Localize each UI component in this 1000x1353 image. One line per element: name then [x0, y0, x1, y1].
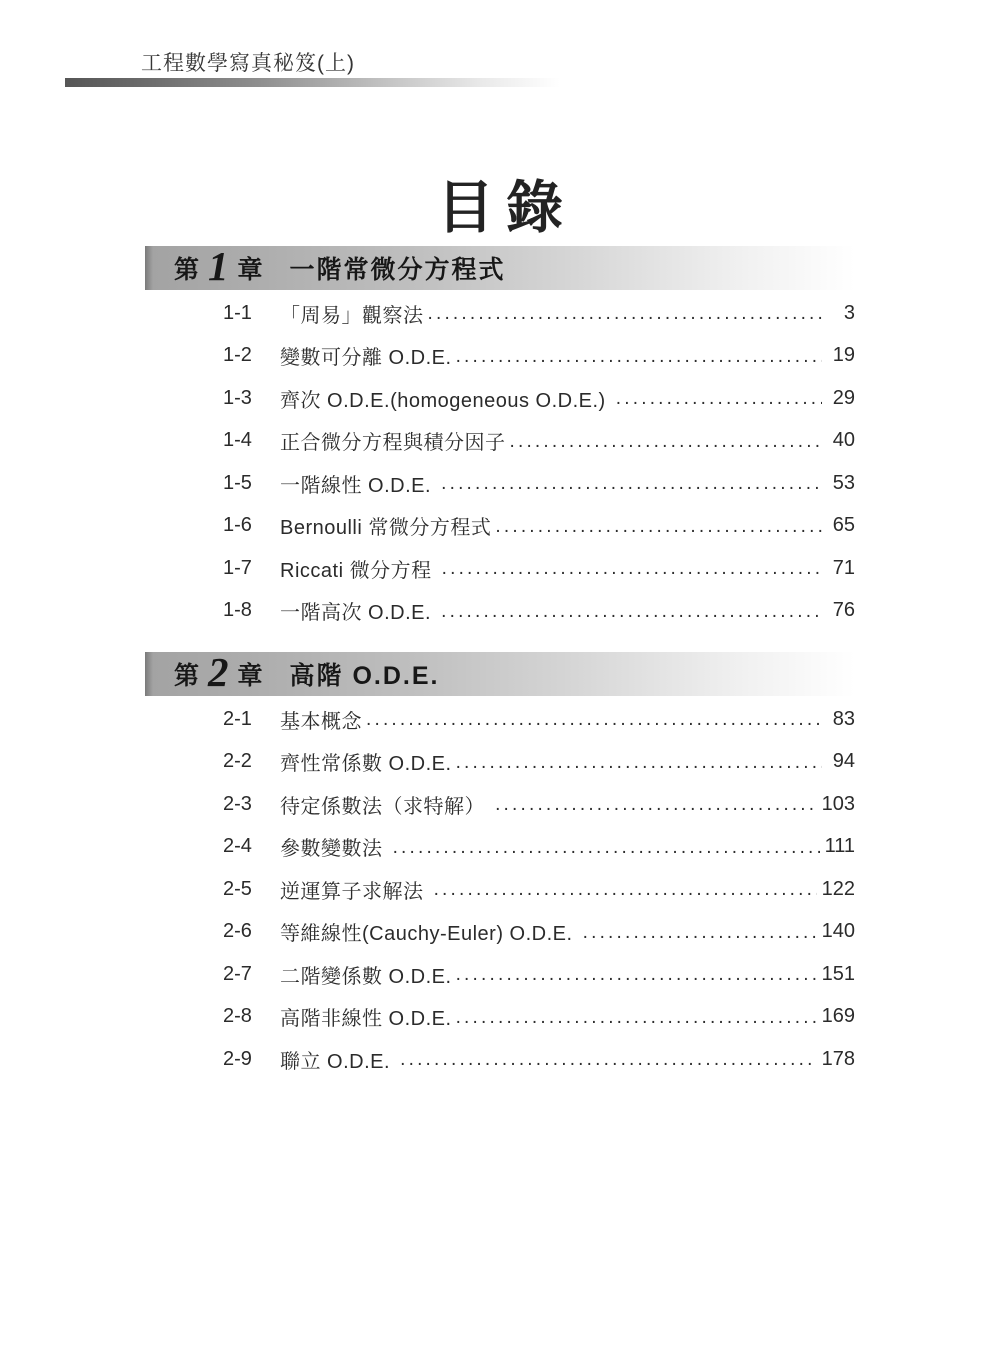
section-page-number: 169	[821, 1005, 855, 1028]
section-number: 1-2	[223, 344, 252, 367]
header-gradient-rule	[65, 78, 560, 87]
chapter-header-bar	[145, 242, 855, 290]
toc-entry	[223, 826, 855, 869]
dot-leader	[495, 516, 822, 538]
chapter-label-prefix: 第	[174, 256, 200, 284]
dot-leader	[456, 1007, 817, 1029]
section-page-number: 19	[832, 344, 855, 367]
toc-entry	[223, 996, 855, 1039]
toc-entry	[223, 377, 855, 420]
section-title: 基本概念	[280, 710, 362, 733]
chapter-label-prefix: 第	[174, 662, 200, 690]
dot-leader	[428, 303, 823, 325]
chapter-header-bar	[145, 648, 855, 696]
section-page-number: 83	[832, 707, 855, 730]
dot-leader	[393, 837, 820, 859]
section-number: 1-7	[223, 556, 252, 579]
section-title: 參數變數法	[280, 838, 389, 861]
toc-entry	[223, 547, 855, 590]
section-page-number: 76	[832, 599, 855, 622]
toc-entry	[223, 462, 855, 505]
section-page-number: 151	[821, 962, 855, 985]
section-title: 齊次 O.D.E.(homogeneous O.D.E.)	[280, 389, 612, 412]
dot-leader	[442, 558, 822, 580]
toc-entry	[223, 953, 855, 996]
chapter-number: 1	[208, 242, 229, 289]
toc-entry	[223, 911, 855, 954]
section-number: 2-3	[223, 792, 252, 815]
section-title: 一階線性 O.D.E.	[280, 474, 438, 497]
chapter-title: 一階常微分方程式	[289, 256, 506, 284]
dot-leader	[400, 1049, 817, 1071]
section-page-number: 65	[832, 514, 855, 537]
dot-leader	[583, 922, 817, 944]
section-title: 聯立 O.D.E.	[280, 1050, 397, 1073]
toc-entry	[223, 868, 855, 911]
section-page-number: 103	[821, 792, 855, 815]
dot-leader	[441, 601, 822, 623]
dot-leader	[456, 752, 822, 774]
section-number: 2-6	[223, 920, 252, 943]
toc-entry	[223, 1038, 855, 1081]
chapter-title: 高階 O.D.E.	[289, 662, 440, 690]
table-of-contents	[145, 242, 855, 1081]
toc-entry	[223, 741, 855, 784]
section-page-number: 178	[821, 1047, 855, 1070]
section-page-number: 71	[832, 556, 855, 579]
section-title: 正合微分方程與積分因子	[280, 432, 506, 455]
toc-entry	[223, 505, 855, 548]
section-number: 1-4	[223, 429, 252, 452]
section-title: 二階變係數 O.D.E.	[280, 965, 452, 988]
toc-entry	[223, 698, 855, 741]
toc-entry	[223, 420, 855, 463]
section-number: 2-1	[223, 707, 252, 730]
page-title: 目錄	[437, 177, 575, 241]
toc-entry	[223, 783, 855, 826]
section-number: 1-5	[223, 471, 252, 494]
dot-leader	[366, 709, 822, 731]
chapter-section-list	[145, 292, 855, 632]
chapter-section-list	[145, 698, 855, 1081]
section-page-number: 140	[821, 920, 855, 943]
section-page-number: 40	[832, 429, 855, 452]
section-title: 逆運算子求解法	[280, 880, 430, 903]
section-title: 高階非線性 O.D.E.	[280, 1008, 452, 1031]
section-title: 「周易」觀察法	[280, 304, 424, 327]
toc-entry	[223, 335, 855, 378]
section-title: 一階高次 O.D.E.	[280, 602, 438, 625]
dot-leader	[510, 431, 823, 453]
section-page-number: 111	[824, 835, 855, 858]
section-number: 2-4	[223, 835, 252, 858]
running-head: 工程數學寫真秘笈(上)	[141, 52, 355, 75]
section-number: 2-2	[223, 750, 252, 773]
section-title: Bernoulli 常微分方程式	[280, 517, 492, 540]
dot-leader	[456, 964, 817, 986]
section-number: 2-9	[223, 1047, 252, 1070]
section-number: 2-8	[223, 1005, 252, 1028]
section-number: 2-5	[223, 877, 252, 900]
section-page-number: 3	[843, 301, 855, 324]
section-page-number: 29	[832, 386, 855, 409]
dot-leader	[616, 388, 822, 410]
dot-leader	[434, 879, 817, 901]
section-number: 1-1	[223, 301, 252, 324]
section-title: 等維線性(Cauchy-Euler) O.D.E.	[280, 923, 579, 946]
section-number: 1-3	[223, 386, 252, 409]
section-page-number: 94	[832, 750, 855, 773]
chapter-label-suffix: 章	[237, 256, 263, 284]
dot-leader	[441, 473, 822, 495]
chapter-label-suffix: 章	[237, 662, 263, 690]
toc-entry	[223, 590, 855, 633]
section-title: 齊性常係數 O.D.E.	[280, 753, 452, 776]
section-number: 1-8	[223, 599, 252, 622]
section-title: 變數可分離 O.D.E.	[280, 347, 452, 370]
section-number: 1-6	[223, 514, 252, 537]
section-title: Riccati 微分方程	[280, 559, 438, 582]
section-title: 待定係數法（求特解）	[280, 795, 492, 818]
toc-entry	[223, 292, 855, 335]
chapter	[145, 648, 855, 1081]
chapter	[145, 242, 855, 632]
section-page-number: 122	[821, 877, 855, 900]
section-number: 2-7	[223, 962, 252, 985]
section-page-number: 53	[832, 471, 855, 494]
dot-leader	[456, 346, 822, 368]
dot-leader	[495, 794, 817, 816]
chapter-number: 2	[208, 648, 229, 695]
